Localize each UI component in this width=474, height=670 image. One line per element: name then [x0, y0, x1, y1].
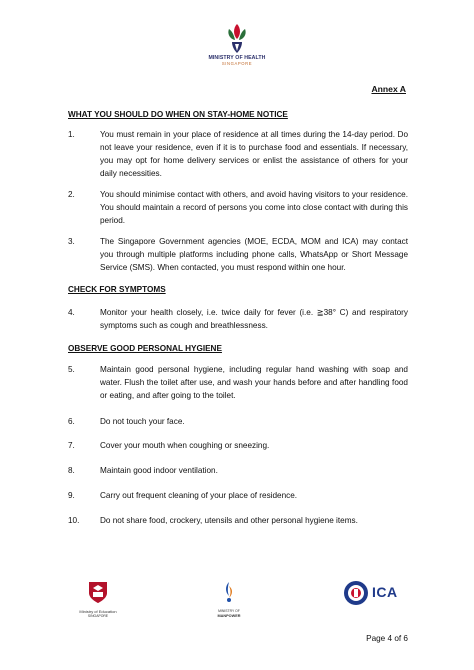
moe-sub: SINGAPORE: [87, 614, 109, 618]
moh-emblem-icon: [222, 20, 252, 54]
item-number: 3.: [68, 237, 75, 246]
list-item: [68, 415, 408, 428]
list-item: [68, 235, 408, 274]
mom-logo: [204, 580, 254, 619]
mom-sub: MANPOWER: [217, 614, 241, 618]
list-item: [68, 464, 408, 477]
moh-name: MINISTRY OF HEALTH: [208, 55, 266, 61]
moh-logo: [205, 20, 269, 78]
item-number: 1.: [68, 130, 75, 139]
list-item: [68, 439, 408, 452]
item-text: You should minimise contact with others, and avoid having visitors to your residence. You should maintain a record of persons you come into close contact with during this period.: [100, 190, 408, 225]
moe-shield-icon: [87, 580, 109, 604]
item-text: You must remain in your place of residence at all times during the 14-day period. Do not leave your residence, even if it is to purchase food and essentials. If necessary, you may opt for home delivery services or enlist the assistance of others for your daily necessities.: [100, 130, 408, 178]
item-text: Do not share food, crockery, utensils and other personal hygiene items.: [100, 516, 358, 525]
item-number: 7.: [68, 441, 75, 450]
list-item: [68, 188, 408, 227]
list-item: [68, 363, 408, 402]
moe-label: Ministry of Education: [79, 609, 117, 614]
list-item: [68, 489, 408, 502]
annex-label: Annex A: [371, 84, 406, 94]
item-text: Do not touch your face.: [100, 417, 185, 426]
item-number: 8.: [68, 466, 75, 475]
item-number: 10.: [68, 516, 80, 525]
list-item: [68, 514, 408, 527]
item-text: The Singapore Government agencies (MOE, ECDA, MOM and ICA) may contact you through multiple platforms including phone calls, WhatsApp or Short Message Service (SMS). When contacted, you must respond within one hour.: [100, 237, 408, 272]
section-heading-hygiene: OBSERVE GOOD PERSONAL HYGIENE: [68, 344, 222, 353]
moh-sub: SINGAPORE: [221, 61, 253, 66]
item-text: Monitor your health closely, i.e. twice daily for fever (i.e. ≧38° C) and respiratory symptoms such as cough and breathlessness.: [100, 308, 408, 330]
section-heading-stay-home: WHAT YOU SHOULD DO WHEN ON STAY-HOME NOTICE: [68, 110, 288, 119]
page-number: Page 4 of 6: [366, 634, 408, 643]
item-text: Maintain good indoor ventilation.: [100, 466, 218, 475]
ica-crest-icon: [343, 580, 369, 606]
ica-wordmark: ICA: [372, 584, 398, 600]
item-number: 9.: [68, 491, 75, 500]
item-text: Carry out frequent cleaning of your place of residence.: [100, 491, 298, 500]
section-heading-symptoms: CHECK FOR SYMPTOMS: [68, 285, 166, 294]
list-item: [68, 128, 408, 180]
moe-logo: [72, 580, 124, 619]
item-number: 6.: [68, 417, 75, 426]
mom-emblem-icon: [219, 580, 239, 604]
item-number: 4.: [68, 308, 75, 317]
list-item: [68, 306, 408, 332]
mom-label: MINISTRY OF: [218, 609, 240, 613]
item-text: Maintain good personal hygiene, including regular hand washing with soap and water. Flush the toilet after use, and wash your hands before and after handling food or eating, and after going to the toilet.: [100, 365, 408, 400]
item-text: Cover your mouth when coughing or sneezing.: [100, 441, 270, 450]
item-number: 5.: [68, 365, 75, 374]
item-number: 2.: [68, 190, 75, 199]
